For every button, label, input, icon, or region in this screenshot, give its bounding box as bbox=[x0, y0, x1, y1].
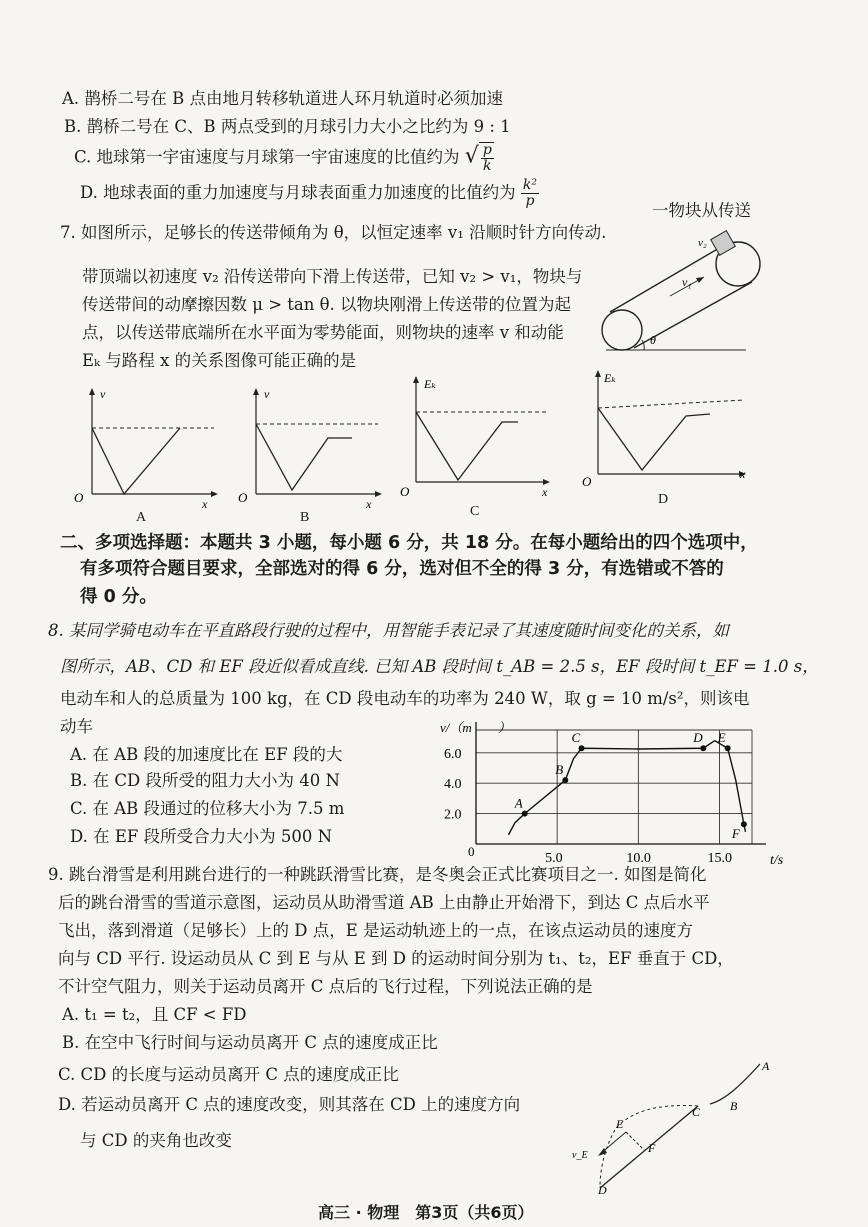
section2-line-2: 有多项符合题目要求，全部选对的得 6 分，选对但不全的得 3 分，有选错或不答的 bbox=[80, 559, 724, 579]
fig9-label-e: E bbox=[616, 1117, 624, 1131]
fig9-label-f: F bbox=[648, 1141, 656, 1155]
q9-line-2: 后的跳台滑雪的雪道示意图，运动员从助滑雪道 AB 上由静止开始滑下，到达 C 点后水平 bbox=[58, 893, 710, 912]
q9-option-a: A. t₁ = t₂，且 CF < FD bbox=[62, 1005, 247, 1024]
q7-line-1: 7. 如图所示，足够长的传送带倾角为 θ，以恒定速率 v₁ 沿顺时针方向传动. bbox=[60, 223, 607, 242]
fig9-label-c: C bbox=[692, 1105, 701, 1119]
point-label-c: C bbox=[571, 730, 581, 746]
y-tick-label: 4.0 bbox=[444, 777, 462, 793]
q7-line-4: 点，以传送带底端所在水平面为零势能面，则物块的速率 v 和动能 bbox=[82, 323, 564, 342]
fig9-label-b: B bbox=[730, 1099, 738, 1113]
point-e bbox=[725, 745, 731, 751]
q8-velocity-time-chart bbox=[440, 720, 800, 870]
fig-theta-label: θ bbox=[650, 333, 656, 347]
q7-graph-c bbox=[396, 372, 561, 512]
q6-option-c: C. 地球第一宇宙速度与月球第一宇宙速度的比值约为 √ $\frac{p}{k}$ bbox=[74, 142, 492, 174]
graph-c-yaxis: Eₖ bbox=[424, 377, 436, 391]
q6-option-d bbox=[80, 178, 539, 209]
graph-b-origin: O bbox=[238, 490, 248, 505]
y-axis-label: v/（m ） bbox=[440, 720, 511, 735]
graph-d-xaxis: x bbox=[740, 467, 746, 481]
fig9-label-d: D bbox=[598, 1183, 607, 1196]
graph-c-xaxis: x bbox=[542, 485, 548, 499]
q9-option-b: B. 在空中飞行时间与运动员离开 C 点的速度成正比 bbox=[62, 1033, 438, 1052]
point-label-d: D bbox=[693, 730, 703, 746]
q9-option-c: C. CD 的长度与运动员离开 C 点的速度成正比 bbox=[58, 1065, 399, 1084]
graph-d-origin: O bbox=[582, 474, 592, 489]
q6-option-d-num: k² bbox=[522, 177, 537, 193]
fig9-label-a: A bbox=[762, 1059, 770, 1073]
q8-line-2: 图所示，AB、CD 和 EF 段近似看成直线. 已知 AB 段时间 t_AB = 2.5 s，EF 段时间 t_EF = 1.0 s， bbox=[60, 657, 819, 676]
x-tick-label: 5.0 bbox=[545, 851, 563, 866]
q6-option-c-den: k bbox=[483, 158, 492, 174]
q7-graph-d bbox=[576, 366, 756, 506]
graph-a-yaxis: v bbox=[100, 387, 106, 401]
q8-line-3: 电动车和人的总质量为 100 kg，在 CD 段电动车的功率为 240 W，取 g = 10 m/s²，则该电 bbox=[60, 689, 750, 708]
graph-d-label: D bbox=[658, 492, 669, 507]
point-label-a: A bbox=[514, 795, 523, 811]
graph-a-label: A bbox=[136, 510, 147, 525]
y-tick-label: 2.0 bbox=[444, 807, 462, 823]
x-axis-label: t/s bbox=[770, 853, 784, 868]
ski-jump-figure bbox=[560, 1056, 790, 1196]
y-tick-label: 6.0 bbox=[444, 746, 462, 762]
point-label-b: B bbox=[555, 762, 564, 778]
graph-c-label: C bbox=[470, 504, 480, 519]
point-label-f: F bbox=[731, 826, 740, 842]
graph-a-xaxis: x bbox=[202, 497, 208, 511]
q8-option-d: D. 在 EF 段所受合力大小为 500 N bbox=[70, 827, 333, 846]
fig-v1-label: v₁ bbox=[682, 275, 692, 289]
x-tick-label: 10.0 bbox=[626, 851, 651, 866]
point-a bbox=[522, 811, 528, 817]
q6-option-d-text: D. 地球表面的重力加速度与月球表面重力加速度的比值约为 bbox=[80, 183, 516, 202]
q7-line-5: Eₖ 与路程 x 的关系图像可能正确的是 bbox=[82, 351, 357, 370]
q8-line-1: 8. 某同学骑电动车在平直路段行驶的过程中，用智能手表记录了其速度随时间变化的关系，如 bbox=[48, 621, 729, 640]
q9-line-1: 9. 跳台滑雪是利用跳台进行的一种跳跃滑雪比赛，是冬奥会正式比赛项目之一. 如图是简化 bbox=[48, 865, 707, 884]
q6-option-d-den: p bbox=[525, 193, 535, 209]
q7-line-2: 带顶端以初速度 v₂ 沿传送带向下滑上传送带，已知 v₂ > v₁，物块与 bbox=[82, 267, 583, 286]
q7-graph-b bbox=[232, 384, 392, 524]
graph-b-label: B bbox=[300, 510, 310, 525]
point-b bbox=[562, 777, 568, 783]
q9-line-5: 不计空气阻力，则关于运动员离开 C 点后的飞行过程，下列说法正确的是 bbox=[58, 977, 593, 996]
point-f bbox=[741, 821, 747, 827]
section2-line-1: 二、多项选择题：本题共 3 小题，每小题 6 分，共 18 分。在每小题给出的四个选项中， bbox=[60, 533, 758, 553]
q7-line-0: 一物块从传送 bbox=[652, 201, 751, 220]
page-footer: 高三 · 物理 第3页（共6页） bbox=[318, 1203, 534, 1222]
q7-graph-a bbox=[68, 384, 228, 524]
q8-option-b: B. 在 CD 段所受的阻力大小为 40 N bbox=[70, 771, 340, 790]
q8-option-c: C. 在 AB 段通过的位移大小为 7.5 m bbox=[70, 799, 345, 818]
graph-b-xaxis: x bbox=[366, 497, 372, 511]
point-label-e: E bbox=[717, 730, 726, 746]
q7-line-3: 传送带间的动摩擦因数 μ > tan θ. 以物块刚滑上传送带的位置为起 bbox=[82, 295, 572, 314]
fig-v2-label: v₂ bbox=[698, 237, 707, 249]
q6-option-c-text: C. 地球第一宇宙速度与月球第一宇宙速度的比值约为 bbox=[74, 147, 460, 167]
point-d bbox=[700, 745, 706, 751]
q8-option-a: A. 在 AB 段的加速度比在 EF 段的大 bbox=[70, 745, 343, 764]
velocity-curve bbox=[508, 741, 745, 835]
q9-option-d: D. 若运动员离开 C 点的速度改变，则其落在 CD 上的速度方向 bbox=[58, 1095, 521, 1114]
q6-option-b: B. 鹊桥二号在 C、B 两点受到的月球引力大小之比约为 9 : 1 bbox=[64, 117, 511, 136]
graph-d-yaxis: Eₖ bbox=[604, 371, 616, 385]
q6-option-c-num: p bbox=[482, 142, 492, 158]
q9-line-4: 向与 CD 平行. 设运动员从 C 到 E 与从 E 到 D 的运动时间分别为 t₁、t₂，EF 垂直于 CD， bbox=[58, 949, 734, 968]
graph-b-yaxis: v bbox=[264, 387, 270, 401]
fig9-label-ve: v_E bbox=[572, 1150, 588, 1161]
point-c bbox=[579, 745, 585, 751]
graph-c-origin: O bbox=[400, 484, 410, 499]
section2-line-3: 得 0 分。 bbox=[80, 587, 157, 607]
x-tick-label: 15.0 bbox=[707, 851, 733, 866]
q8-line-4: 动车 bbox=[60, 717, 93, 736]
origin-label: 0 bbox=[468, 844, 475, 859]
q6-option-a: A. 鹊桥二号在 B 点由地月转移轨道进人环月轨道时必须加速 bbox=[62, 89, 504, 108]
conveyor-belt-figure bbox=[596, 226, 792, 358]
graph-a-origin: O bbox=[74, 490, 84, 505]
q9-line-3: 飞出，落到滑道（足够长）上的 D 点，E 是运动轨迹上的一点，在该点运动员的速度方 bbox=[58, 921, 694, 940]
q9-option-d-cont: 与 CD 的夹角也改变 bbox=[80, 1131, 232, 1150]
